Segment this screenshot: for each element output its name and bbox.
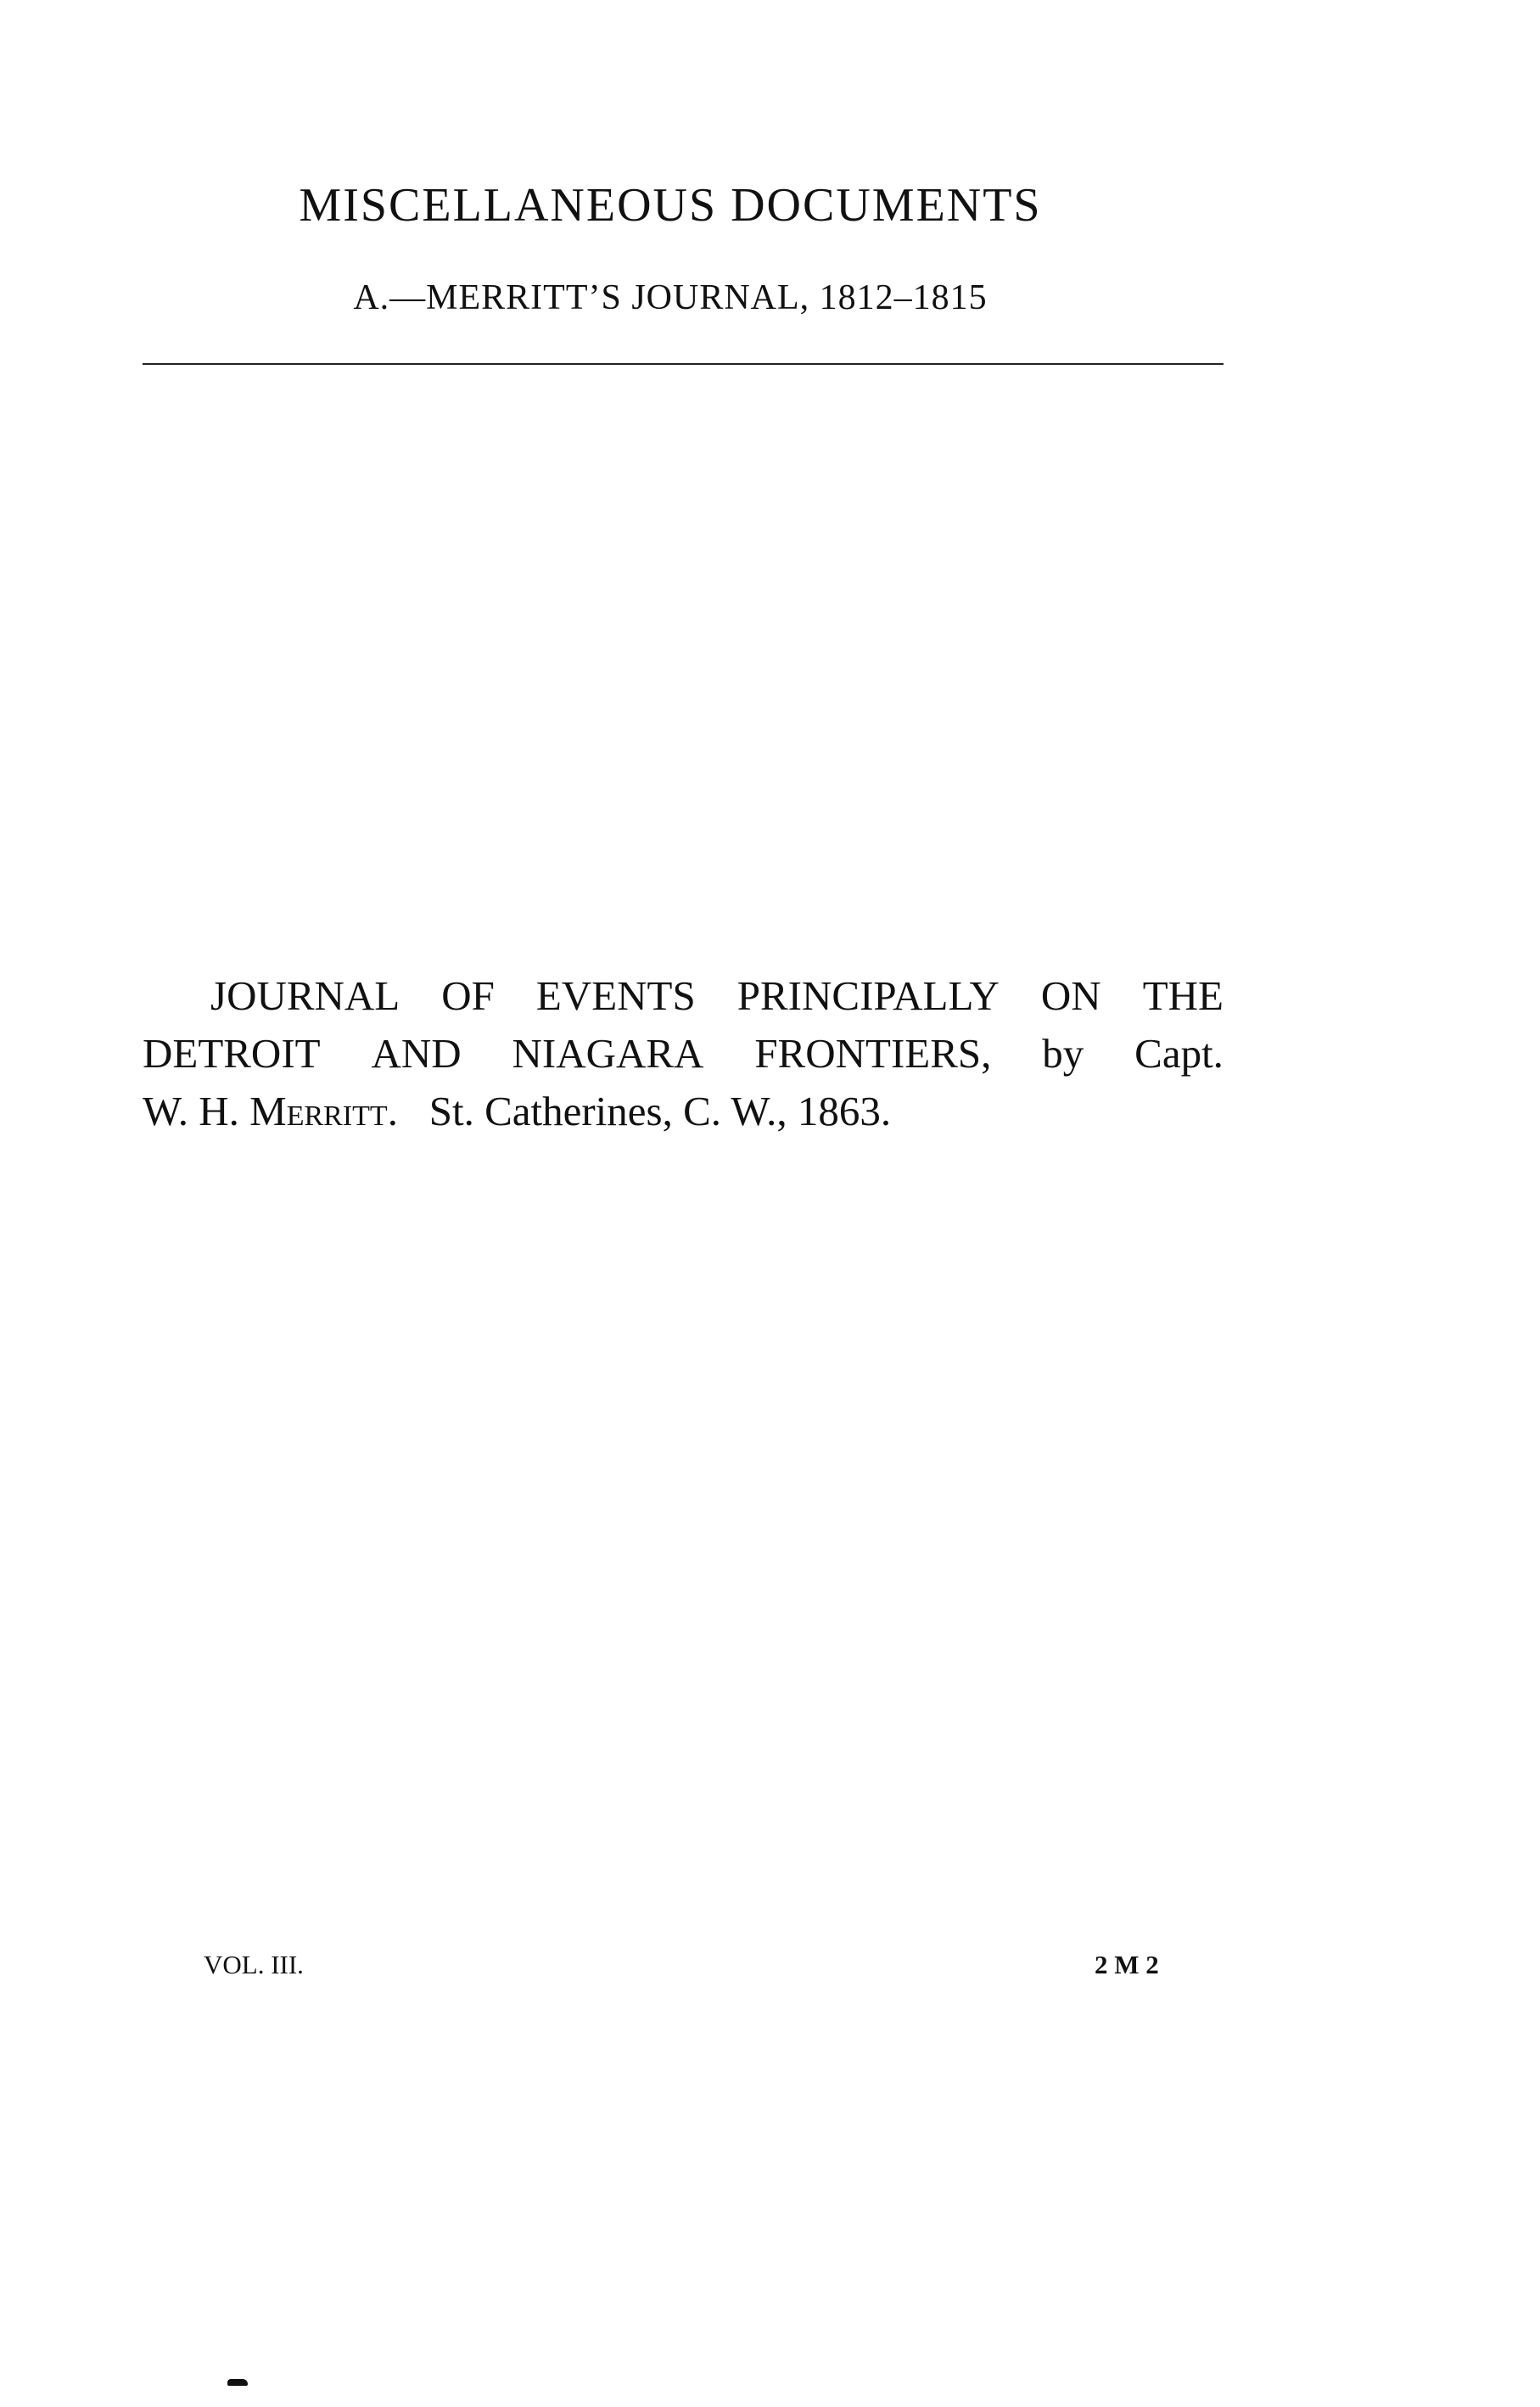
section-heading: A.—MERRITT’S JOURNAL, 1812–1815 xyxy=(353,278,988,317)
citation-line-3 xyxy=(143,1083,1224,1140)
ink-speck xyxy=(227,2379,248,2386)
signature-mark: 2 M 2 xyxy=(1095,1950,1159,1979)
citation-word: AND xyxy=(371,1030,462,1077)
citation-word: FRONTIERS, xyxy=(754,1030,992,1077)
citation-word: THE xyxy=(1142,972,1224,1019)
citation-line-2 xyxy=(143,1025,1224,1083)
citation-word: PRINCIPALLY xyxy=(736,972,1000,1019)
citation-word: DETROIT xyxy=(143,1030,321,1077)
citation-word: OF xyxy=(441,972,495,1019)
citation-word: NIAGARA xyxy=(512,1030,704,1077)
volume-label: VOL. III. xyxy=(204,1950,304,1979)
citation-line-1 xyxy=(143,967,1224,1025)
citation-block xyxy=(143,967,1224,1140)
publication-place-date: St. Catherines, C. W., 1863. xyxy=(428,1088,892,1134)
author-surname: Merritt. xyxy=(249,1088,398,1134)
author-initials: W. H. xyxy=(143,1088,239,1134)
citation-word: JOURNAL xyxy=(210,972,400,1019)
citation-word: ON xyxy=(1040,972,1101,1019)
page-title: MISCELLANEOUS DOCUMENTS xyxy=(299,179,1042,232)
citation-word: by xyxy=(1042,1030,1084,1077)
citation-word: Capt. xyxy=(1134,1030,1224,1077)
citation-word: EVENTS xyxy=(535,972,696,1019)
horizontal-rule xyxy=(143,363,1224,365)
